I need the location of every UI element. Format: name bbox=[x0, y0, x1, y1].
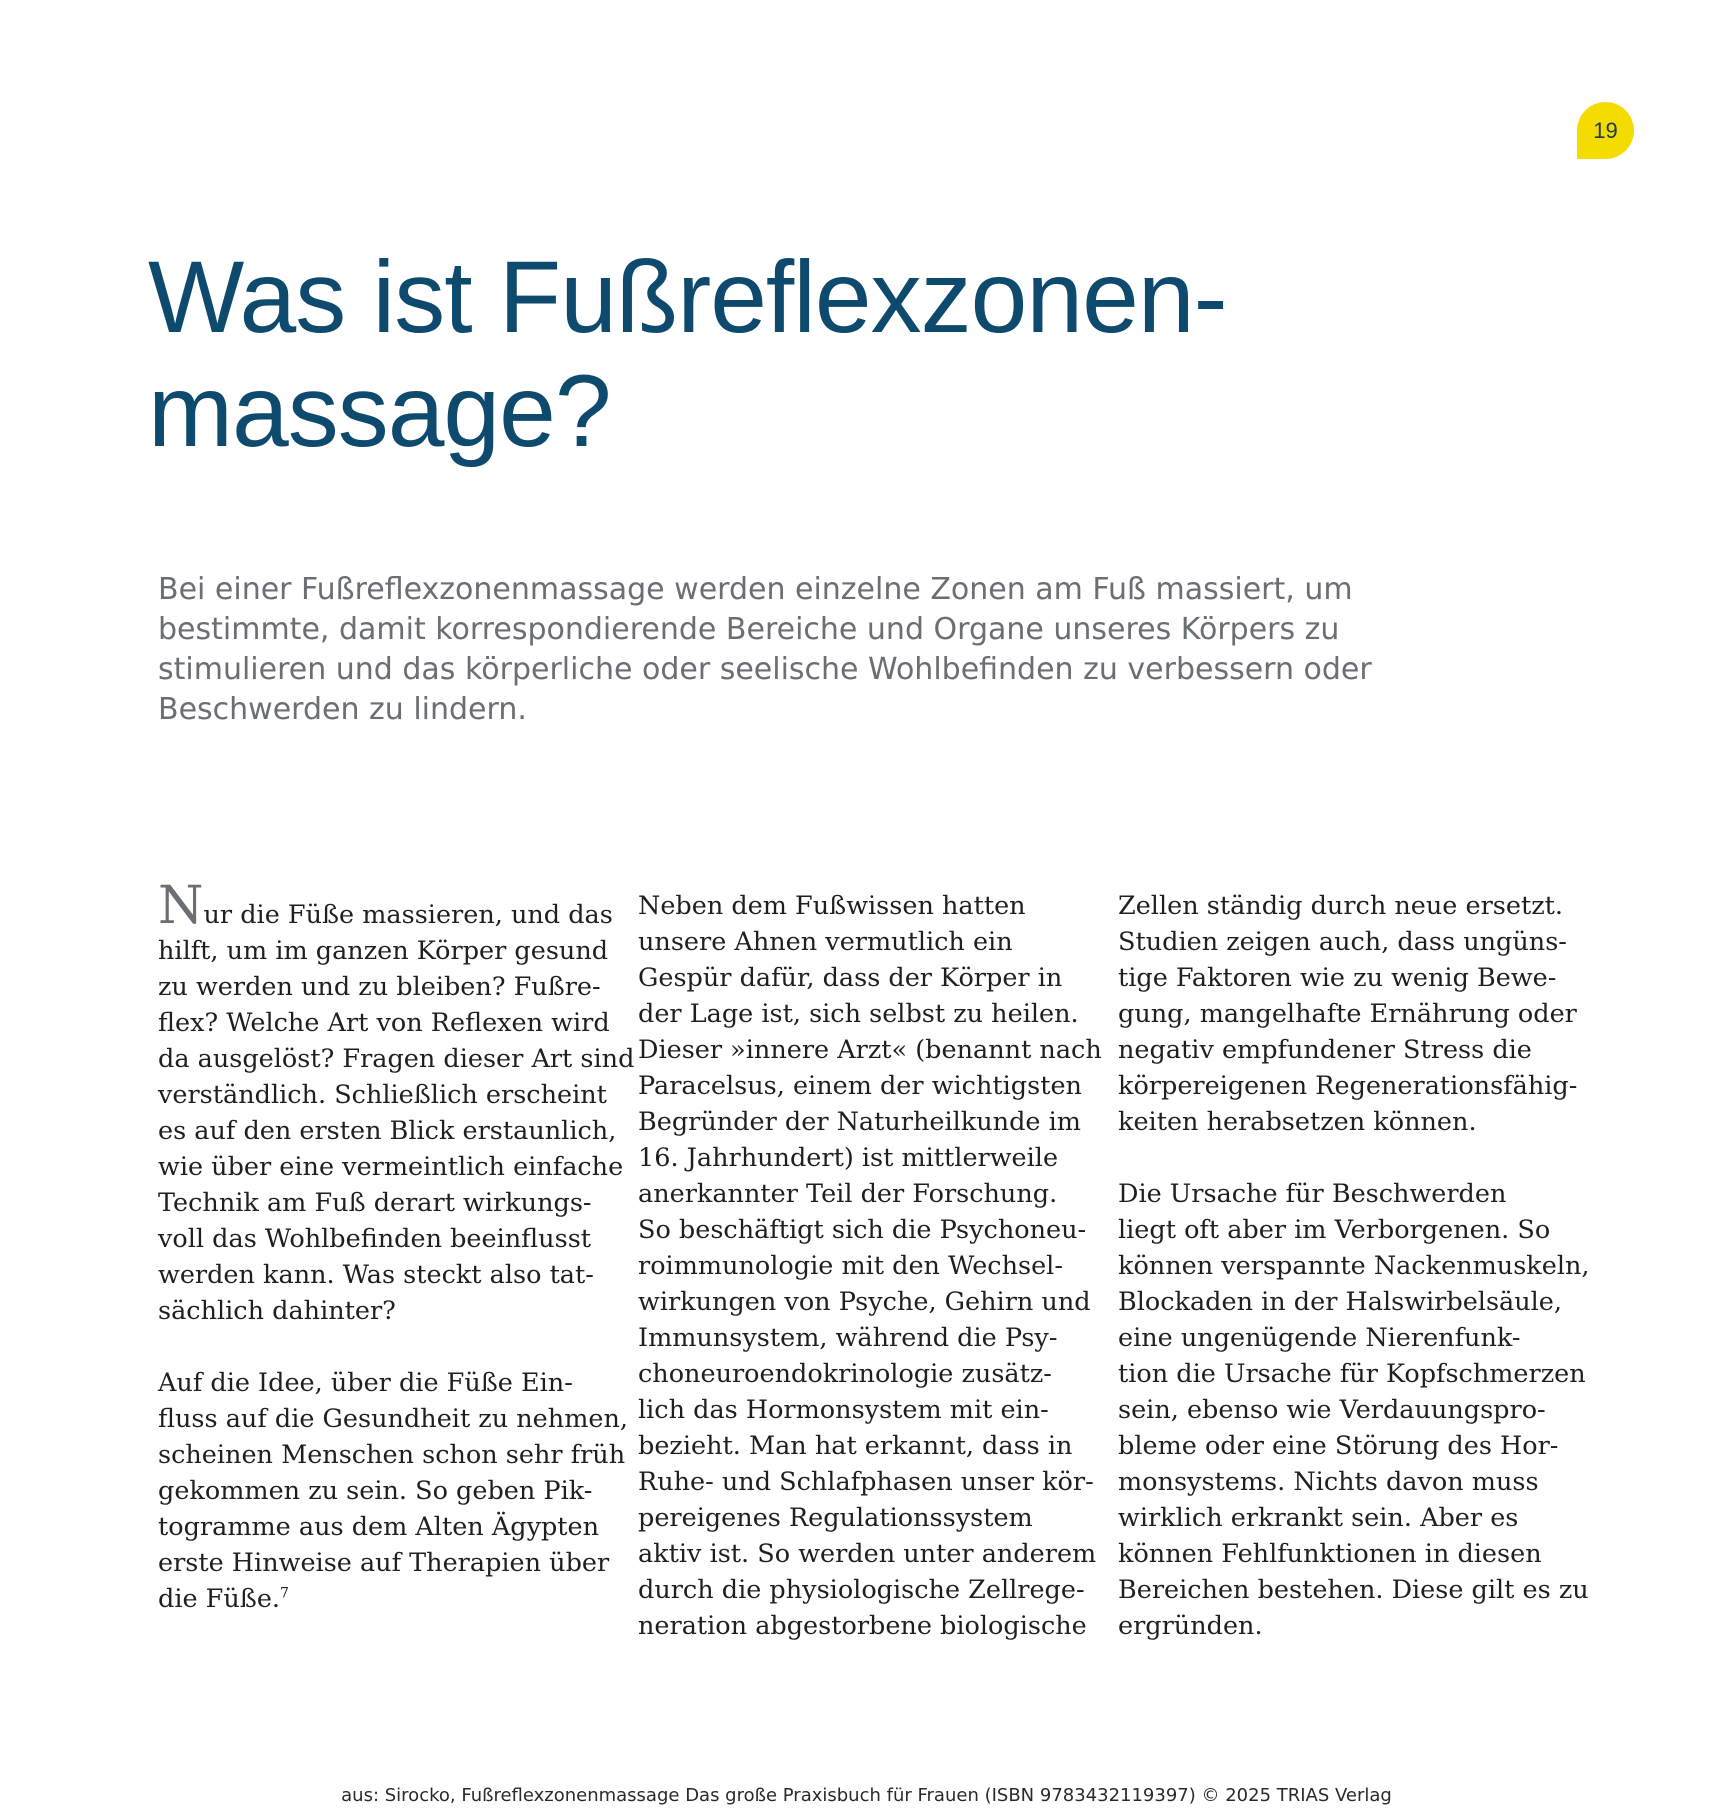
body-line: gekommen zu sein. So geben Pik- bbox=[158, 1476, 593, 1506]
body-line: pereigenes Regulationssystem bbox=[638, 1503, 1033, 1533]
body-line: flex? Welche Art von Reflexen wird bbox=[158, 1008, 610, 1038]
body-line: choneuroendokrinologie zusätz- bbox=[638, 1359, 1052, 1389]
body-line: sein, ebenso wie Verdauungspro- bbox=[1118, 1395, 1546, 1425]
body-line: So beschäftigt sich die Psychoneu- bbox=[638, 1215, 1087, 1245]
paragraph-gap bbox=[158, 1329, 598, 1365]
body-line: unsere Ahnen vermutlich ein bbox=[638, 927, 1013, 957]
body-line: scheinen Menschen schon sehr früh bbox=[158, 1440, 626, 1470]
body-line-last bbox=[158, 1581, 598, 1617]
body-line: da ausgelöst? Fragen dieser Art sind bbox=[158, 1044, 635, 1074]
body-line: togramme aus dem Alten Ägypten bbox=[158, 1512, 600, 1542]
body-line: Die Ursache für Beschwerden bbox=[1118, 1179, 1507, 1209]
footnote-reference: 7 bbox=[280, 1585, 289, 1602]
body-line: Paracelsus, einem der wichtigsten bbox=[638, 1071, 1082, 1101]
first-line bbox=[158, 876, 613, 936]
text-column-2 bbox=[638, 888, 1102, 1644]
body-line: liegt oft aber im Verborgenen. So bbox=[1118, 1215, 1551, 1245]
body-line: sächlich dahinter? bbox=[158, 1296, 396, 1326]
body-line: bezieht. Man hat erkannt, dass in bbox=[638, 1431, 1073, 1461]
body-line: körpereigenen Regenerationsfähig- bbox=[1118, 1071, 1578, 1101]
intro-line: bestimmte, damit korrespondierende Bereiche und Organe unseres Körpers zu bbox=[158, 612, 1340, 647]
body-line: lich das Hormonsystem mit ein- bbox=[638, 1395, 1049, 1425]
page-number-badge: 19 bbox=[1577, 102, 1634, 159]
first-line-text: ur die Füße massieren, und das bbox=[203, 900, 613, 930]
body-line: erste Hinweise auf Therapien über bbox=[158, 1548, 610, 1578]
text-column-3 bbox=[1118, 888, 1590, 1644]
intro-line: Beschwerden zu lindern. bbox=[158, 692, 527, 727]
body-line: Zellen ständig durch neue ersetzt. bbox=[1118, 891, 1563, 921]
body-line: fluss auf die Gesundheit zu nehmen, bbox=[158, 1404, 628, 1434]
body-line: wie über eine vermeintlich einfache bbox=[158, 1152, 624, 1182]
body-line: werden kann. Was steckt also tat- bbox=[158, 1260, 594, 1290]
body-line: keiten herabsetzen können. bbox=[1118, 1107, 1477, 1137]
body-line: gung, mangelhafte Ernährung oder bbox=[1118, 999, 1577, 1029]
body-line: Dieser »innere Arzt« (benannt nach bbox=[638, 1035, 1102, 1065]
body-line: der Lage ist, sich selbst zu heilen. bbox=[638, 999, 1079, 1029]
body-line: ergründen. bbox=[1118, 1611, 1263, 1641]
body-line: Technik am Fuß derart wirkungs- bbox=[158, 1188, 592, 1218]
body-line: Studien zeigen auch, dass ungüns- bbox=[1118, 927, 1567, 957]
title-line: massage? bbox=[148, 354, 611, 468]
body-line: monsystems. Nichts davon muss bbox=[1118, 1467, 1539, 1497]
intro-line: stimulieren und das körperliche oder seelische Wohlbefinden zu verbessern oder bbox=[158, 652, 1372, 687]
body-line: können Fehlfunktionen in diesen bbox=[1118, 1539, 1542, 1569]
paragraph-gap bbox=[1118, 1140, 1558, 1176]
body-line: Bereichen bestehen. Diese gilt es zu bbox=[1118, 1575, 1589, 1605]
body-line: Gespür dafür, dass der Körper in bbox=[638, 963, 1063, 993]
body-line: Begründer der Naturheilkunde im bbox=[638, 1107, 1081, 1137]
body-line: anerkannter Teil der Forschung. bbox=[638, 1179, 1058, 1209]
body-line: wirklich erkrankt sein. Aber es bbox=[1118, 1503, 1519, 1533]
text-column-1 bbox=[158, 876, 635, 1617]
intro-paragraph bbox=[158, 570, 1438, 730]
body-line: Blockaden in der Halswirbelsäule, bbox=[1118, 1287, 1563, 1317]
body-line: voll das Wohlbefinden beeinflusst bbox=[158, 1224, 592, 1254]
body-line: können verspannte Nackenmuskeln, bbox=[1118, 1251, 1590, 1281]
body-line: 16. Jahrhundert) ist mittlerweile bbox=[638, 1143, 1059, 1173]
body-line: roimmunologie mit den Wechsel- bbox=[638, 1251, 1063, 1281]
title-line: Was ist Fußreflexzonen- bbox=[148, 240, 1227, 354]
body-line: wirkungen von Psyche, Gehirn und bbox=[638, 1287, 1091, 1317]
body-line: negativ empfundener Stress die bbox=[1118, 1035, 1532, 1065]
body-line: Auf die Idee, über die Füße Ein- bbox=[158, 1368, 573, 1398]
body-line: es auf den ersten Blick erstaunlich, bbox=[158, 1116, 617, 1146]
body-line: hilft, um im ganzen Körper gesund bbox=[158, 936, 609, 966]
body-line: Immunsystem, während die Psy- bbox=[638, 1323, 1058, 1353]
body-line: tion die Ursache für Kopfschmerzen bbox=[1118, 1359, 1586, 1389]
last-line-text: die Füße. bbox=[158, 1584, 281, 1614]
source-footer: aus: Sirocko, Fußreflexzonenmassage Das große Praxisbuch für Frauen (ISBN 9783432119397) © 2025 TRIAS Verlag bbox=[341, 1785, 1392, 1806]
body-line: bleme oder eine Störung des Hor- bbox=[1118, 1431, 1559, 1461]
body-line: tige Faktoren wie zu wenig Bewe- bbox=[1118, 963, 1557, 993]
body-line: eine ungenügende Nierenfunk- bbox=[1118, 1323, 1521, 1353]
body-line: zu werden und zu bleiben? Fußre- bbox=[158, 972, 601, 1002]
drop-cap: N bbox=[158, 876, 204, 936]
body-line: aktiv ist. So werden unter anderem bbox=[638, 1539, 1097, 1569]
page-title bbox=[148, 240, 1448, 468]
body-line: neration abgestorbene biologische bbox=[638, 1611, 1087, 1641]
body-line: Neben dem Fußwissen hatten bbox=[638, 891, 1026, 921]
body-line: Ruhe- und Schlafphasen unser kör- bbox=[638, 1467, 1094, 1497]
intro-line: Bei einer Fußreflexzonenmassage werden einzelne Zonen am Fuß massiert, um bbox=[158, 572, 1353, 607]
body-line: durch die physiologische Zellrege- bbox=[638, 1575, 1085, 1605]
body-line: verständlich. Schließlich erscheint bbox=[158, 1080, 607, 1110]
